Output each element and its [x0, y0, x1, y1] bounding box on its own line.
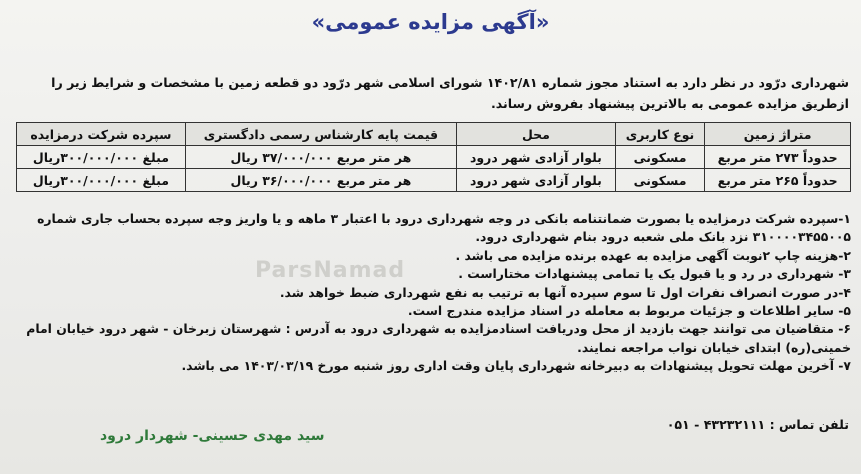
table-row	[17, 146, 851, 169]
ad-title: «آگهی مزایده عمومی»	[311, 10, 550, 34]
cell-base-price: هر متر مربع ۳۶/۰۰۰/۰۰۰ ریال	[185, 169, 456, 192]
cell-base-price: هر متر مربع ۳۷/۰۰۰/۰۰۰ ریال	[185, 146, 456, 169]
intro-paragraph: شهرداری درّود در نظر دارد به استناد مجوز شماره ۱۴۰۲/۸۱ شورای اسلامی شهر درّود دو قطعه زمین با مشخصات و شرایط زیر را ازطریق مزایده عمومی به بالاترین پیشنهاد بفروش رساند.	[51, 75, 849, 111]
cell-deposit: مبلغ ۳۰۰/۰۰۰/۰۰۰ریال	[17, 146, 186, 169]
cell-location: بلوار آزادی شهر درود	[457, 146, 616, 169]
header-usage: نوع کاربری	[615, 123, 704, 146]
cell-usage: مسکونی	[615, 169, 704, 192]
condition-item: ۶- متقاضیان می توانند جهت بازدید از محل ودریافت اسنادمزایده به شهرداری درود به آدرس : شهرستان زبرخان - شهر درود خیابان امام خمینی(ره) ابتدای خیابان نواب مراجعه نمایند.	[26, 321, 851, 355]
header-base-price: قیمت پایه کارشناس رسمی دادگستری	[185, 123, 456, 146]
cell-usage: مسکونی	[615, 146, 704, 169]
cell-location: بلوار آزادی شهر درود	[457, 169, 616, 192]
condition-item: ۵- سایر اطلاعات و جزئیات مربوط به معامله در اسناد مزایده مندرج است.	[407, 303, 851, 319]
header-location: محل	[457, 123, 616, 146]
watermark: ParsNamad	[255, 258, 406, 283]
cell-area: حدوداً ۲۶۵ متر مربع	[705, 169, 851, 192]
table-header-row	[17, 123, 851, 146]
condition-item: ۴-در صورت انصراف نفرات اول تا سوم سپرده آنها به ترتیب به نفع شهرداری ضبط خواهد شد.	[279, 284, 851, 300]
condition-item: ۲-هزینه چاپ ۲نوبت آگهی مزایده به عهده برنده مزایده می باشد .	[455, 247, 851, 263]
land-table	[16, 122, 851, 192]
condition-item: ۷- آخرین مهلت تحویل پیشنهادات به دبیرخانه شهرداری پایان وقت اداری روز شنبه مورخ ۱۴۰۳/۰۳/۱۹ می باشد.	[181, 358, 851, 374]
cell-deposit: مبلغ ۳۰۰/۰۰۰/۰۰۰ریال	[17, 169, 186, 192]
cell-area: حدوداً ۲۷۳ متر مربع	[705, 146, 851, 169]
signature: سید مهدی حسینی- شهردار درود	[100, 428, 325, 444]
table-row	[17, 169, 851, 192]
condition-item: ۱-سپرده شرکت درمزایده یا بصورت ضمانتنامه بانکی در وجه شهرداری درود با اعتبار ۳ ماهه و یا واریز وجه سپرده بحساب جاری شماره ۳۱۰۰۰۰۳۴۵۵۰۰۵ نزد بانک ملی شعبه درود بنام شهرداری درود.	[37, 211, 851, 245]
contact-phone: تلفن تماس : ۴۳۲۳۲۱۱۱ - ۰۵۱	[666, 417, 849, 432]
header-area: متراژ زمین	[705, 123, 851, 146]
conditions-list	[20, 210, 851, 376]
header-deposit: سپرده شرکت درمزایده	[17, 123, 186, 146]
side-margin	[2, 0, 16, 474]
condition-item: ۳- شهرداری در رد و یا قبول یک یا تمامی پیشنهادات مختاراست .	[458, 266, 851, 282]
